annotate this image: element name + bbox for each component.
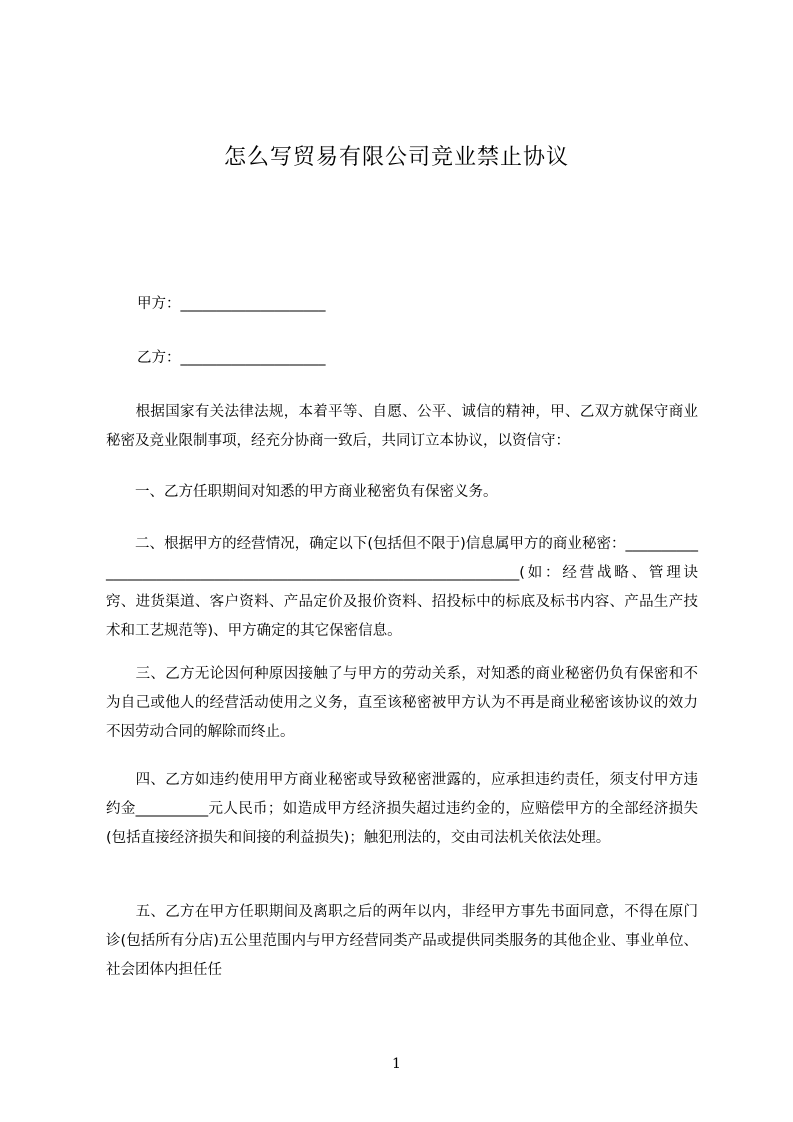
clause-5: 五、乙方在甲方任职期间及离职之后的两年以内，非经甲方事先书面同意，不得在原门诊(包括所有分店)五公里范围内与甲方经营同类产品或提供同类服务的其他企业、事业单位、社会团体内担任任 <box>106 904 698 978</box>
page-number: 1 <box>392 1056 401 1072</box>
party-b-line: 乙方：____________________ <box>137 350 326 366</box>
intro-paragraph: 根据国家有关法律法规，本着平等、自愿、公平、诚信的精神，甲、乙双方就保守商业秘密及竞业限制事项，经充分协商一致后，共同订立本协议，以资信守： <box>106 404 698 449</box>
clause-4: 四、乙方如违约使用甲方商业秘密或导致秘密泄露的，应承担违约责任，须支付甲方违约金__________元人民币；如造成甲方经济损失超过违约金的，应赔偿甲方的全部经济损失(包括直接经济损失和间接的利益损失)；触犯刑法的，交由司法机关依法处理。 <box>106 772 698 846</box>
party-a-line: 甲方：____________________ <box>137 296 326 312</box>
clause-3: 三、乙方无论因何种原因接触了与甲方的劳动关系，对知悉的商业秘密仍负有保密和不为自己或他人的经营活动使用之义务，直至该秘密被甲方认为不再是商业秘密该协议的效力不因劳动合同的解除而终止。 <box>106 666 698 740</box>
clause-2: 二、根据甲方的经营情况，确定以下(包括但不限于)信息属甲方的商业秘密：___________________________________________________________________(如：经营战略、管理诀窍、进货渠道、客户资料、产品定价及报价资料、招投标中的标底及标书内容、产品生产技术和工艺规范等)、甲方确定的其它保密信息。 <box>106 536 698 639</box>
clause-1: 一、乙方任职期间对知悉的甲方商业秘密负有保密义务。 <box>106 484 498 500</box>
document-title: 怎么写贸易有限公司竞业禁止协议 <box>223 145 569 170</box>
